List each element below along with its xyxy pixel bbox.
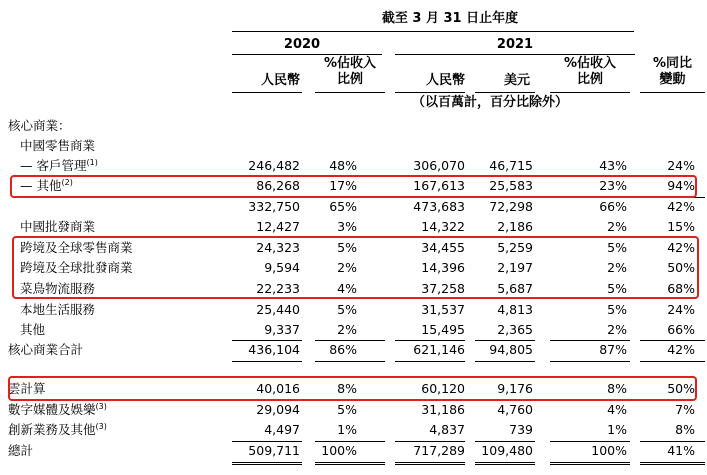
table-rule (475, 361, 535, 362)
table-cell: 5% (607, 302, 627, 317)
table-cell: 68% (667, 281, 695, 296)
table-rule (550, 462, 630, 465)
table-rule (475, 340, 535, 341)
col-rmb-2020: 人民幣 (260, 73, 300, 88)
table-cell: 31,537 (421, 302, 465, 317)
table-cell: 5% (337, 402, 357, 417)
row-label (8, 118, 71, 134)
table-cell: 509,711 (248, 443, 300, 458)
table-cell: 66% (599, 199, 627, 214)
row-label-text: — 其他 (20, 178, 62, 193)
row-label-text: 中國批發商業 (20, 219, 96, 234)
table-cell: 5% (607, 281, 627, 296)
table-cell: 9,337 (264, 322, 300, 337)
table-cell: 24% (667, 158, 695, 173)
table-cell: 15,495 (421, 322, 465, 337)
table-rule (315, 462, 385, 465)
table-rule (232, 361, 302, 362)
table-rule (550, 441, 630, 442)
table-cell: 23% (599, 178, 627, 193)
table-cell: 2% (607, 219, 627, 234)
table-rule (550, 361, 630, 362)
table-cell: 167,613 (413, 178, 465, 193)
year-2020-heading: 2020 (283, 37, 321, 52)
table-cell: 42% (667, 342, 695, 357)
row-label (20, 322, 45, 338)
year-2021-rule (395, 54, 635, 55)
table-cell: 65% (329, 199, 357, 214)
row-label-text: 創新業務及其他 (8, 422, 96, 437)
table-rule (232, 340, 302, 341)
table-cell: 60,120 (421, 381, 465, 396)
row-label-text: 數字媒體及娛樂 (8, 402, 96, 417)
table-rule (395, 340, 465, 341)
table-cell: 5% (337, 240, 357, 255)
table-rule (315, 361, 385, 362)
col-usd-2021: 美元 (503, 73, 530, 88)
table-cell: 8% (675, 422, 695, 437)
table-cell: 12,427 (256, 219, 300, 234)
table-cell: 15% (667, 219, 695, 234)
table-cell: 86,268 (256, 178, 300, 193)
row-label-text: 核心商業： (8, 118, 71, 133)
table-cell: 50% (667, 260, 695, 275)
table-cell: 473,683 (413, 199, 465, 214)
table-cell: 14,322 (421, 219, 465, 234)
table-cell: 46,715 (489, 158, 533, 173)
table-cell: 94,805 (489, 342, 533, 357)
table-cell: 3% (337, 219, 357, 234)
year-2020-rule (232, 54, 382, 55)
table-cell: 25,583 (489, 178, 533, 193)
highlight-box-cross-border (12, 236, 699, 299)
row-label (20, 302, 95, 318)
table-cell: 717,289 (413, 443, 465, 458)
table-cell: 246,482 (248, 158, 300, 173)
table-rule (395, 462, 465, 465)
table-cell: 5% (337, 302, 357, 317)
row-label (8, 402, 107, 418)
table-cell: 2,365 (497, 322, 533, 337)
footnote-marker: (3) (95, 421, 107, 431)
table-cell: 50% (667, 381, 695, 396)
header-rule (315, 92, 385, 93)
table-rule (640, 441, 705, 442)
table-rule (640, 361, 705, 362)
table-cell: 332,750 (248, 199, 300, 214)
table-rule (232, 441, 302, 442)
row-label-text: 跨境及全球零售商業 (20, 240, 133, 255)
table-cell: 48% (329, 158, 357, 173)
table-cell: 86% (329, 342, 357, 357)
col-pct-2021: %佔收入 比例 (563, 56, 617, 87)
period-heading: 截至 3 月 31 日止年度 (381, 11, 519, 26)
table-cell: 29,094 (256, 402, 300, 417)
col-yoy: %同比 變動 (652, 56, 693, 87)
table-cell: 436,104 (248, 342, 300, 357)
col-rmb-2021: 人民幣 (425, 73, 465, 88)
table-cell: 4,497 (264, 422, 300, 437)
period-rule (232, 31, 634, 32)
table-cell: 42% (667, 199, 695, 214)
table-cell: 24% (667, 302, 695, 317)
table-rule (395, 361, 465, 362)
row-label-text: 總計 (8, 443, 34, 458)
row-label-text: 雲計算 (8, 381, 46, 396)
table-cell: 306,070 (413, 158, 465, 173)
table-cell: 2,186 (497, 219, 533, 234)
table-cell: 2% (607, 260, 627, 275)
row-label (20, 138, 95, 154)
table-rule (475, 441, 535, 442)
table-cell: 100% (591, 443, 627, 458)
col-pct-2020: %佔收入 比例 (323, 56, 377, 87)
table-cell: 8% (337, 381, 357, 396)
table-cell: 17% (329, 178, 357, 193)
table-cell: 4% (337, 281, 357, 296)
table-rule (315, 340, 385, 341)
row-label (8, 342, 83, 358)
header-rule (232, 92, 302, 93)
table-cell: 41% (667, 443, 695, 458)
table-cell: 7% (675, 402, 695, 417)
row-label (20, 219, 95, 235)
table-cell: 739 (509, 422, 533, 437)
table-cell: 5% (607, 240, 627, 255)
table-cell: 5,687 (497, 281, 533, 296)
row-label-text: 其他 (20, 322, 46, 337)
table-cell: 4,813 (497, 302, 533, 317)
table-rule (475, 462, 535, 465)
footnote-marker: (1) (86, 157, 98, 167)
row-label-text: 本地生活服務 (20, 302, 96, 317)
table-cell: 1% (337, 422, 357, 437)
header-rule (475, 92, 535, 93)
unit-note: （以百萬計，百分比除外） (411, 95, 568, 110)
row-label-text: 核心商業合計 (8, 342, 84, 357)
table-cell: 2% (607, 322, 627, 337)
table-rule (640, 340, 705, 341)
table-cell: 4,760 (497, 402, 533, 417)
table-cell: 1% (607, 422, 627, 437)
table-rule (550, 340, 630, 341)
highlight-box-cloud (8, 376, 697, 401)
row-label (8, 443, 33, 459)
table-cell: 8% (607, 381, 627, 396)
row-label (8, 422, 107, 438)
table-cell: 31,186 (421, 402, 465, 417)
table-cell: 40,016 (256, 381, 300, 396)
table-cell: 25,440 (256, 302, 300, 317)
table-cell: 2% (337, 260, 357, 275)
table-rule (395, 441, 465, 442)
table-cell: 2% (337, 322, 357, 337)
table-cell: 100% (321, 443, 357, 458)
row-label (20, 158, 98, 174)
row-label-text: 中國零售商業 (20, 138, 96, 153)
row-label-text: 跨境及全球批發商業 (20, 260, 133, 275)
table-cell: 42% (667, 240, 695, 255)
table-cell: 66% (667, 322, 695, 337)
table-cell: 9,594 (264, 260, 300, 275)
table-cell: 24,323 (256, 240, 300, 255)
table-cell: 72,298 (489, 199, 533, 214)
table-cell: 22,233 (256, 281, 300, 296)
table-cell: 34,455 (421, 240, 465, 255)
table-rule (315, 441, 385, 442)
table-rule (640, 462, 705, 465)
highlight-box-others (10, 175, 697, 198)
table-cell: 4% (607, 402, 627, 417)
row-label-text: — 客戶管理 (20, 158, 87, 173)
table-cell: 43% (599, 158, 627, 173)
table-cell: 4,837 (429, 422, 465, 437)
table-cell: 621,146 (413, 342, 465, 357)
header-rule (550, 92, 630, 93)
table-cell: 5,259 (497, 240, 533, 255)
table-cell: 2,197 (497, 260, 533, 275)
table-cell: 87% (599, 342, 627, 357)
table-cell: 14,396 (421, 260, 465, 275)
row-label-text: 菜鳥物流服務 (20, 281, 96, 296)
table-cell: 37,258 (421, 281, 465, 296)
table-rule (232, 462, 302, 465)
year-2021-heading: 2021 (496, 37, 534, 52)
header-rule (640, 92, 705, 93)
footnote-marker: (2) (61, 177, 73, 187)
table-cell: 9,176 (497, 381, 533, 396)
header-rule (395, 92, 465, 93)
table-cell: 109,480 (481, 443, 533, 458)
footnote-marker: (3) (95, 401, 107, 411)
table-cell: 94% (667, 178, 695, 193)
